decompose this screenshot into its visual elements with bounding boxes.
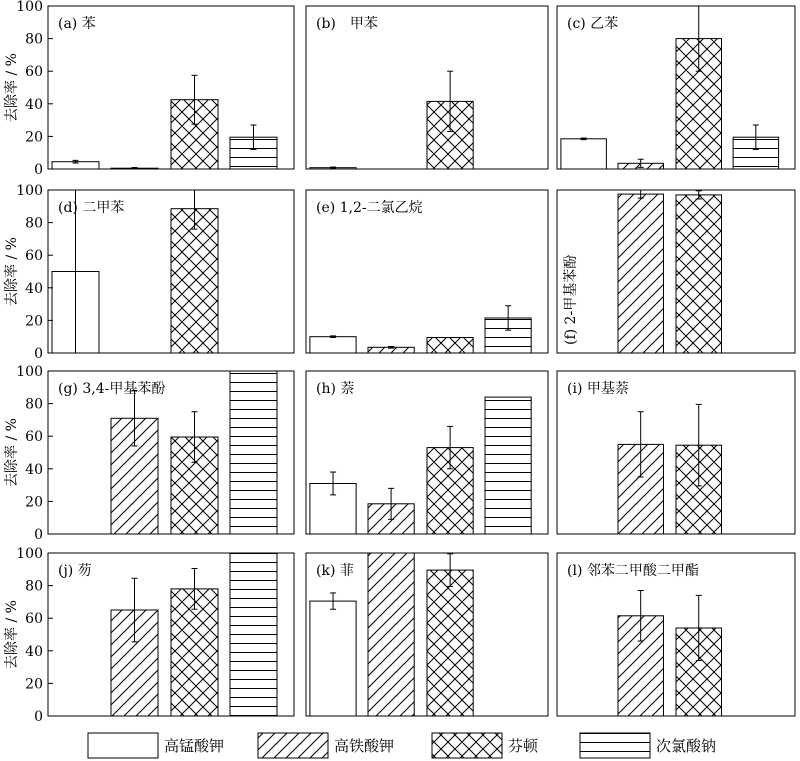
bar-高锰酸钾 <box>310 337 356 353</box>
y-tick-label: 40 <box>25 643 43 660</box>
bar-芬顿 <box>427 338 473 354</box>
y-tick-label: 60 <box>25 611 43 628</box>
legend <box>88 733 716 758</box>
bar-次氯酸钠 <box>485 397 531 534</box>
y-tick-label: 60 <box>25 429 43 446</box>
legend-swatch <box>580 733 650 758</box>
y-tick-label: 0 <box>34 709 43 725</box>
legend-swatch <box>432 733 502 758</box>
bar-高锰酸钾 <box>310 601 356 716</box>
y-tick-label: 60 <box>25 248 43 265</box>
legend-swatch <box>88 733 158 758</box>
y-tick-label: 80 <box>25 31 43 48</box>
panel-9 <box>3 546 294 725</box>
panel-10 <box>306 553 548 716</box>
y-tick-label: 60 <box>25 64 43 81</box>
panel-3 <box>3 183 294 362</box>
bar-高铁酸钾 <box>368 553 414 716</box>
y-tick-label: 40 <box>25 280 43 297</box>
panel-6 <box>3 364 294 543</box>
panel-7 <box>306 371 548 534</box>
legend-entry-1 <box>258 733 394 758</box>
legend-label: 次氯酸钠 <box>656 737 717 755</box>
legend-entry-3 <box>580 733 716 758</box>
y-tick-label: 40 <box>25 461 43 478</box>
y-axis-label: 去除率 / % <box>4 53 20 122</box>
bar-芬顿 <box>427 570 473 716</box>
legend-swatch <box>258 733 328 758</box>
panel-5 <box>557 190 795 353</box>
panels-layer <box>3 0 795 725</box>
panel-8 <box>557 371 795 534</box>
panel-label: (k) 菲 <box>316 563 354 579</box>
bar-高锰酸钾 <box>561 139 607 169</box>
panel-1 <box>306 6 548 169</box>
y-tick-label: 80 <box>25 578 43 595</box>
y-tick-label: 20 <box>25 129 43 146</box>
bar-高铁酸钾 <box>618 194 664 353</box>
panel-2 <box>557 6 795 169</box>
panel-label: (b) 甲苯 <box>316 16 378 32</box>
panel-label: (e) 1,2-二氯乙烷 <box>316 200 423 216</box>
panel-label: (a) 苯 <box>58 16 96 32</box>
panel-label: (h) 萘 <box>316 381 355 397</box>
bar-芬顿 <box>171 209 218 353</box>
y-tick-label: 100 <box>16 546 43 562</box>
legend-entry-0 <box>88 733 224 758</box>
y-tick-label: 0 <box>34 527 43 543</box>
y-tick-label: 100 <box>16 183 43 199</box>
y-tick-label: 0 <box>34 162 43 178</box>
y-tick-label: 20 <box>25 313 43 330</box>
panel-label: (d) 二甲苯 <box>58 200 125 216</box>
y-tick-label: 20 <box>25 676 43 693</box>
panel-0 <box>3 0 294 178</box>
y-tick-label: 0 <box>34 346 43 362</box>
panel-4 <box>306 190 548 353</box>
panel-label: (f) 2-甲基苯酚 <box>563 254 579 345</box>
y-axis-label: 去除率 / % <box>4 237 20 306</box>
legend-label: 高铁酸钾 <box>334 737 395 755</box>
y-axis-label: 去除率 / % <box>4 418 20 487</box>
legend-label: 芬顿 <box>508 737 539 755</box>
legend-label: 高锰酸钾 <box>164 737 225 755</box>
panel-label: (c) 乙苯 <box>567 16 619 32</box>
bar-次氯酸钠 <box>230 371 277 534</box>
panel-label: (l) 邻苯二甲酸二甲酯 <box>567 563 699 579</box>
y-tick-label: 40 <box>25 96 43 113</box>
y-tick-label: 80 <box>25 215 43 232</box>
y-tick-label: 80 <box>25 396 43 413</box>
panel-label: (i) 甲基萘 <box>567 381 629 397</box>
bar-次氯酸钠 <box>230 553 277 716</box>
panel-11 <box>557 553 795 716</box>
y-tick-label: 100 <box>16 0 43 15</box>
bar-芬顿 <box>676 195 722 353</box>
y-tick-label: 100 <box>16 364 43 380</box>
panel-label: (g) 3,4-甲基苯酚 <box>58 381 166 397</box>
panel-label: (j) 芴 <box>58 563 92 579</box>
legend-entry-2 <box>432 733 539 758</box>
y-axis-label: 去除率 / % <box>4 600 20 669</box>
y-tick-label: 20 <box>25 494 43 511</box>
